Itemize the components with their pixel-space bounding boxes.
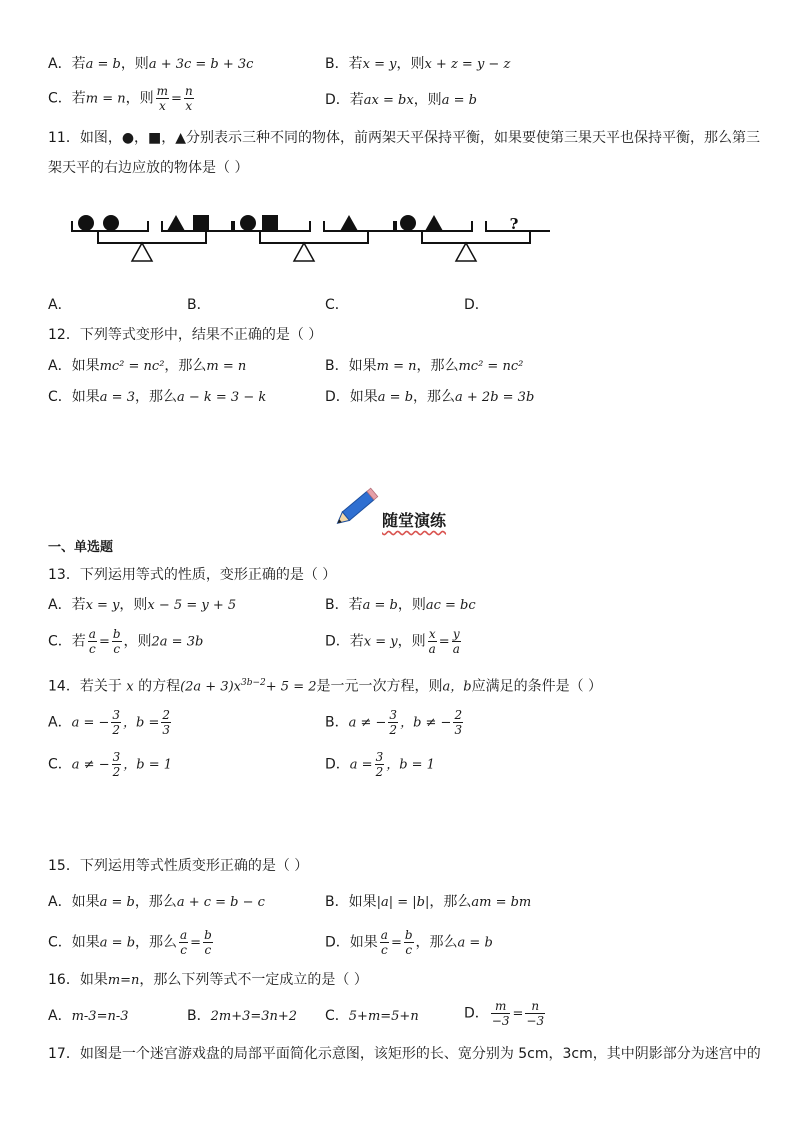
option-label: A．如果: [48, 358, 100, 374]
variables: a，b: [442, 679, 472, 695]
numerator: m: [491, 999, 511, 1014]
option-label: B．如果: [325, 894, 377, 910]
option-label: B．: [325, 714, 349, 731]
denominator: 2: [112, 765, 121, 779]
q16-option-b[interactable]: [187, 1007, 297, 1026]
q10-option-b[interactable]: [325, 55, 510, 74]
numerator: b: [204, 928, 212, 942]
q15-option-c[interactable]: [48, 928, 215, 957]
q15-option-d[interactable]: [325, 928, 493, 957]
banner-title: 随堂演练: [382, 511, 447, 530]
option-connector: ，那么: [164, 358, 207, 374]
section-title: 一、单选题: [48, 540, 114, 555]
square-icon: [262, 215, 278, 231]
option-connector: ，那么: [134, 894, 177, 910]
triangle-icon: [425, 215, 443, 231]
fraction: [156, 84, 169, 113]
equals-sign: =: [98, 634, 110, 650]
question-mark: ?: [509, 215, 519, 233]
fraction: [404, 928, 414, 957]
option-connector: ，则: [123, 633, 152, 650]
q16-option-a[interactable]: [48, 1007, 129, 1026]
equals-sign: =: [390, 935, 402, 951]
option-connector: ，那么: [413, 389, 456, 405]
option-label: D．如果: [325, 934, 378, 951]
denominator: 3: [454, 723, 463, 737]
q14-option-d[interactable]: [325, 750, 435, 779]
fulcrum-triangle: [294, 243, 314, 261]
denominator: 2: [375, 765, 384, 779]
equals-sign: =: [171, 91, 182, 107]
option-label: B．若: [325, 597, 363, 613]
option-result: am = bm: [471, 895, 532, 910]
option-label: B．: [187, 1008, 211, 1024]
equals-sign: =: [190, 935, 202, 951]
numerator: 3: [389, 708, 398, 722]
stem-text: 14．若关于: [48, 678, 122, 695]
q15-option-b[interactable]: [325, 893, 531, 912]
option-condition: a = b: [377, 390, 414, 405]
fraction: [112, 627, 122, 656]
q12-option-c[interactable]: [48, 388, 266, 407]
q17-stem-line1: 17．如图是一个迷宫游戏盘的局部平面简化示意图，该矩形的长、宽分别为 5cm，3cm，其中阴影部分为迷宫中的: [48, 1046, 761, 1062]
option-expression: a =: [349, 757, 373, 773]
fulcrum-triangle: [456, 243, 476, 261]
option-expression: m-3=n-3: [71, 1009, 129, 1024]
denominator: c: [88, 642, 96, 656]
option-condition: m = n: [85, 91, 126, 107]
option-label: D．: [325, 756, 350, 773]
stem-text: 的方程: [138, 678, 181, 695]
equation-base: (2a + 3)x: [180, 679, 242, 695]
balance-scales-figure: [60, 205, 550, 273]
option-expression: ，b ≠ −: [400, 715, 452, 731]
option-condition: a = b: [99, 895, 135, 910]
option-expression: 5+m=5+n: [348, 1009, 419, 1024]
fraction: [179, 928, 188, 957]
option-result: m = n: [206, 359, 247, 374]
option-condition: a = b: [99, 935, 136, 951]
q13-option-a[interactable]: [48, 596, 236, 615]
option-connector: ，则: [397, 633, 426, 650]
numerator: a: [380, 928, 388, 942]
stem-text: 应满足的条件是（ ）: [471, 678, 603, 695]
option-condition: m = n: [376, 359, 417, 374]
q16-option-c[interactable]: [325, 1007, 419, 1026]
option-label: D．若: [325, 92, 364, 108]
option-label: C．若: [48, 90, 86, 107]
q13-option-b[interactable]: [325, 596, 476, 615]
denominator: 2: [112, 723, 121, 737]
option-label: C．: [48, 756, 72, 773]
numerator: 2: [162, 708, 171, 722]
option-condition: mc² = nc²: [99, 359, 165, 374]
equation-exponent: 3b−2: [241, 678, 266, 688]
q15-stem: 15．下列运用等式性质变形正确的是（ ）: [48, 858, 309, 874]
q12-option-b[interactable]: [325, 357, 523, 376]
numerator: b: [112, 627, 121, 641]
denominator: 2: [389, 723, 398, 737]
denominator: c: [204, 943, 212, 957]
q10-option-c[interactable]: [48, 84, 196, 113]
option-condition: ax = bx: [363, 93, 414, 108]
option-condition: a = b: [85, 57, 121, 72]
circle-icon: [78, 215, 94, 231]
denominator: c: [180, 943, 187, 957]
q12-option-d[interactable]: [325, 388, 534, 407]
option-expression: a ≠ −: [348, 715, 387, 731]
option-result: a + 3c = b + 3c: [148, 57, 254, 72]
q15-option-a[interactable]: [48, 893, 265, 912]
q16-option-d[interactable]: [464, 999, 547, 1028]
q11-option-d[interactable]: D．: [464, 297, 489, 313]
option-connector: ，那么: [135, 934, 178, 951]
option-result: a = b: [441, 93, 477, 108]
numerator: n: [525, 999, 545, 1014]
q13-stem: 13．下列运用等式的性质，变形正确的是（ ）: [48, 567, 337, 583]
option-connector: ，那么: [416, 358, 459, 374]
denominator: 3: [162, 723, 171, 737]
numerator: y: [452, 627, 460, 641]
q11-option-c[interactable]: C．: [325, 297, 349, 313]
q13-option-d[interactable]: [325, 627, 463, 656]
option-connector: ，则: [397, 597, 426, 613]
denominator: c: [113, 642, 121, 656]
denominator: a: [428, 642, 436, 656]
fraction: [491, 999, 511, 1028]
option-result: a − k = 3 − k: [176, 390, 267, 405]
q11-option-a[interactable]: A．: [48, 297, 72, 313]
circle-icon: [103, 215, 119, 231]
denominator: −3: [526, 1014, 545, 1028]
option-result: a = b: [457, 935, 493, 951]
option-result: x − 5 = y + 5: [147, 598, 237, 613]
option-connector: ，则: [120, 56, 149, 72]
option-condition: x = y: [85, 598, 120, 613]
equals-sign: =: [512, 1006, 524, 1022]
q11-stem-line2: 架天平的右边应放的物体是（ ）: [48, 160, 249, 176]
fraction: [112, 750, 122, 779]
stem-text: ，那么下列等式不一定成立的是（ ）: [139, 972, 368, 988]
option-label: A．若: [48, 56, 86, 72]
q10-option-d[interactable]: [325, 91, 477, 110]
balance-scale-2: [234, 215, 394, 261]
triangle-icon: [340, 215, 358, 231]
numerator: x: [428, 627, 436, 641]
option-condition: a = b: [362, 598, 398, 613]
fraction: [452, 627, 461, 656]
q14-option-a[interactable]: [48, 708, 173, 737]
fraction: [525, 999, 545, 1028]
square-icon: [193, 215, 209, 231]
triangle-icon: [167, 215, 185, 231]
option-label: A．: [48, 714, 72, 731]
option-connector: ，则: [413, 92, 442, 108]
fraction: [375, 750, 385, 779]
q11-option-b[interactable]: B．: [187, 297, 211, 313]
denominator: a: [452, 642, 460, 656]
section-banner: [336, 482, 466, 530]
q13-option-c[interactable]: [48, 627, 203, 656]
stem-text: 是一元一次方程，则: [316, 678, 443, 695]
option-label: B．如果: [325, 358, 377, 374]
q14-stem: [48, 674, 602, 697]
numerator: 3: [112, 708, 121, 722]
numerator: 3: [112, 750, 121, 764]
condition: m=n: [107, 973, 140, 988]
denominator: c: [405, 943, 413, 957]
option-result: 2a = 3b: [151, 634, 204, 650]
fraction: [388, 708, 398, 737]
fraction: [380, 928, 389, 957]
option-expression: a = −: [71, 715, 110, 731]
option-result: a + 2b = 3b: [455, 390, 535, 405]
variable: x: [126, 679, 134, 695]
fraction: [111, 708, 121, 737]
option-label: D．如果: [325, 389, 378, 405]
option-label: A．若: [48, 597, 86, 613]
fraction: [203, 928, 213, 957]
option-connector: ，则: [125, 90, 154, 107]
fraction: [428, 627, 437, 656]
balance-scale-1: [72, 215, 232, 261]
option-expression: 2m+3=3n+2: [210, 1009, 298, 1024]
option-label: C．: [325, 1008, 349, 1024]
option-result: ac = bc: [425, 598, 476, 613]
option-label: A．: [48, 1008, 72, 1024]
q10-option-a[interactable]: [48, 55, 253, 74]
numerator: a: [88, 627, 96, 641]
option-condition: x = y: [362, 57, 397, 72]
circle-icon: [400, 215, 416, 231]
option-connector: ，那么: [415, 934, 458, 951]
equals-sign: =: [438, 634, 450, 650]
option-label: D．若: [325, 633, 364, 650]
numerator: m: [156, 84, 169, 98]
option-connector: ，那么: [429, 894, 472, 910]
option-expression: ，b = 1: [386, 757, 435, 773]
numerator: n: [184, 84, 193, 98]
fraction: [184, 84, 194, 113]
pencil-icon: [336, 482, 384, 528]
equation-tail: + 5 = 2: [265, 679, 317, 695]
option-label: C．如果: [48, 934, 100, 951]
denominator: x: [185, 99, 193, 113]
numerator: b: [404, 928, 413, 942]
option-label: C．若: [48, 633, 86, 650]
option-label: A．如果: [48, 894, 100, 910]
denominator: −3: [491, 1014, 510, 1028]
q12-stem: 12．下列等式变形中，结果不正确的是（ ）: [48, 327, 323, 343]
q16-stem: [48, 971, 368, 990]
stem-text: 16．如果: [48, 972, 108, 988]
option-condition: a = 3: [99, 390, 135, 405]
fraction: [88, 627, 97, 656]
denominator: c: [380, 943, 388, 957]
numerator: 3: [375, 750, 384, 764]
numerator: a: [180, 928, 188, 942]
option-expression: ，b = 1: [123, 757, 172, 773]
option-label: C．如果: [48, 389, 100, 405]
fraction: [453, 708, 463, 737]
circle-icon: [240, 215, 256, 231]
fulcrum-triangle: [132, 243, 152, 261]
q11-stem-line1: 11．如图，●，■，▲分别表示三种不同的物体，前两架天平保持平衡，如果要使第三果天平也保持平衡，那么第三: [48, 130, 761, 146]
option-result: mc² = nc²: [458, 359, 524, 374]
q14-option-b[interactable]: [325, 708, 465, 737]
balance-scale-3: [396, 215, 550, 261]
denominator: x: [158, 99, 166, 113]
option-condition: x = y: [363, 634, 398, 650]
option-condition: |a| = |b|: [376, 895, 430, 910]
q14-option-c[interactable]: [48, 750, 172, 779]
option-label: B．若: [325, 56, 363, 72]
option-result: x + z = y − z: [424, 57, 511, 72]
option-expression: a ≠ −: [71, 757, 110, 773]
option-expression: ，b =: [123, 715, 160, 731]
option-connector: ，则: [396, 56, 425, 72]
numerator: 2: [454, 708, 463, 722]
option-label: D．: [464, 1005, 489, 1022]
option-result: a + c = b − c: [176, 895, 265, 910]
option-connector: ，则: [119, 597, 148, 613]
q12-option-a[interactable]: [48, 357, 246, 376]
option-connector: ，那么: [134, 389, 177, 405]
fraction: [161, 708, 171, 737]
